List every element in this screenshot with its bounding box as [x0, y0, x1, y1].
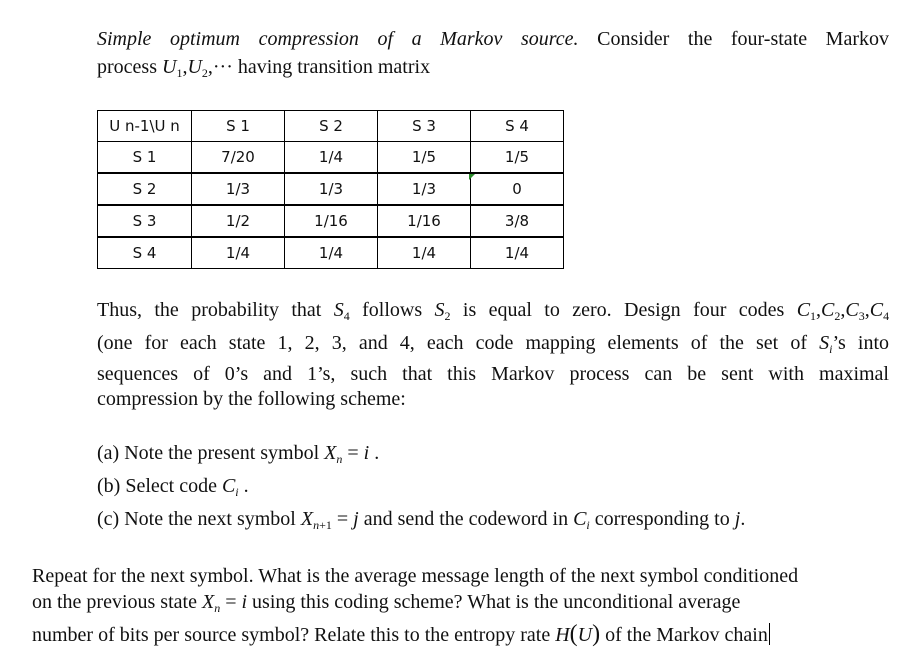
table-cell: 1/3 — [378, 173, 471, 205]
table-header: S 2 — [285, 111, 378, 142]
para2-line-4: compression by the following scheme: — [97, 388, 406, 410]
table-cell: 1/5 — [471, 142, 564, 174]
final-line-1: Repeat for the next symbol. What is the average message length of the next symbol conditioned — [32, 565, 799, 587]
table-row — [98, 173, 564, 205]
table-header: S 1 — [192, 111, 285, 142]
table-header: S 4 — [471, 111, 564, 142]
table-cell: 1/4 — [192, 237, 285, 269]
problem-title: Simple optimum compression of a Markov source. — [97, 28, 579, 50]
table-corner: U n-1\U n — [98, 111, 192, 142]
row-state: S 2 — [98, 173, 192, 205]
intro-line-1 — [97, 27, 889, 51]
step-c: (c) Note the next symbol $X_{n+1} = j$ and send the codeword in $C_i$ corresponding to j. — [97, 508, 746, 532]
table-cell: 1/3 — [192, 173, 285, 205]
table-cell: 1/3 — [285, 173, 378, 205]
table-cell: 0 — [471, 173, 564, 205]
table-cell: 1/4 — [471, 237, 564, 269]
row-state: S 4 — [98, 237, 192, 269]
intro-text: Consider the four-state Markov — [597, 28, 890, 50]
table-cell: 7/20 — [192, 142, 285, 174]
table-cell: 1/4 — [285, 142, 378, 174]
final-line-3: number of bits per source symbol? Relate this to the entropy rate H(U) of the Markov chain — [32, 621, 768, 647]
table-cell: 1/4 — [285, 237, 378, 269]
para2-line-1: Thus, the probability that $S_4$ follows $S_2$ is equal to zero. Design four codes $C_1,C_2,C_3,C_4$ — [97, 299, 890, 323]
row-state: S 1 — [98, 142, 192, 174]
text-cursor — [769, 623, 770, 645]
table-row — [98, 205, 564, 237]
table-cell: 1/4 — [378, 237, 471, 269]
table-cell: 1/2 — [192, 205, 285, 237]
para2-line-3: sequences of 0’s and 1’s, such that this Markov process can be sent with maximal — [97, 363, 889, 385]
table-cell: 1/5 — [378, 142, 471, 174]
table-row — [98, 142, 564, 174]
step-a: (a) Note the present symbol $X_n = i$ . — [97, 442, 380, 466]
table-cell: 3/8 — [471, 205, 564, 237]
final-line-2: on the previous state $X_n = i$ using this coding scheme? What is the unconditional average — [32, 591, 741, 615]
cell-comment-marker — [469, 174, 475, 180]
transition-matrix — [97, 110, 564, 269]
table-row — [98, 237, 564, 269]
table-cell: 1/16 — [378, 205, 471, 237]
row-state: S 3 — [98, 205, 192, 237]
table-header: S 3 — [378, 111, 471, 142]
table-header-row — [98, 111, 564, 142]
intro-line-2: process $U_1,U_2,\cdot\cdot\cdot$ having transition matrix — [97, 56, 431, 80]
para2-line-2: (one for each state 1, 2, 3, and 4, each code mapping elements of the set of $S_i’s$ into — [97, 332, 890, 356]
step-b: (b) Select code $C_i$ . — [97, 475, 249, 499]
table-cell: 1/16 — [285, 205, 378, 237]
